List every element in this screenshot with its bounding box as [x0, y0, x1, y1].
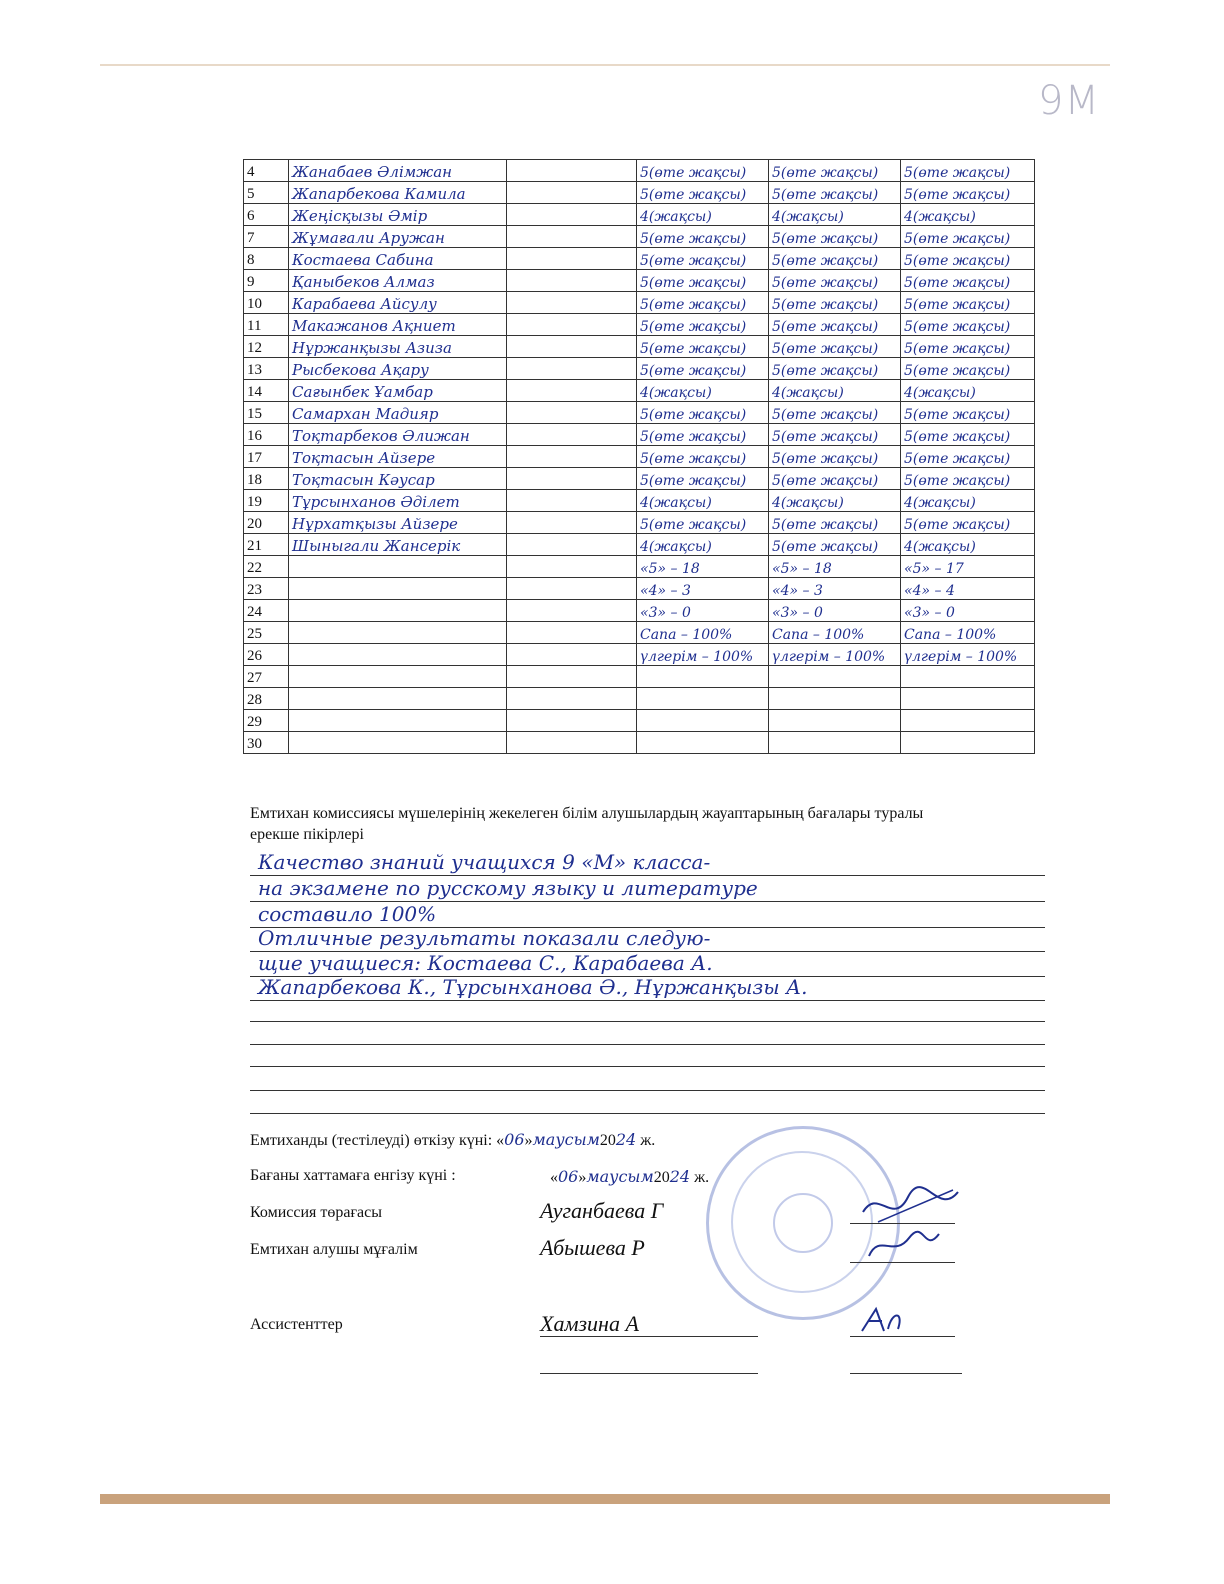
- grade-cell: 5(өте жақсы): [769, 446, 901, 468]
- grade-cell: 5(өте жақсы): [901, 512, 1035, 534]
- student-name: Рысбекова Ақару: [289, 358, 507, 380]
- grade-cell: 5(өте жақсы): [769, 512, 901, 534]
- grade-cell: [637, 688, 769, 710]
- grade-cell: «4» – 4: [901, 578, 1035, 600]
- blank-cell: [507, 424, 637, 446]
- row-number: 15: [244, 402, 289, 424]
- chair-label: Комиссия төрағасы: [250, 1204, 382, 1221]
- grade-cell: 5(өте жақсы): [901, 314, 1035, 336]
- grade-cell: 4(жақсы): [901, 534, 1035, 556]
- grade-cell: [637, 710, 769, 732]
- row-number: 26: [244, 644, 289, 666]
- grade-cell: 4(жақсы): [769, 204, 901, 226]
- row-number: 11: [244, 314, 289, 336]
- grade-cell: 4(жақсы): [637, 534, 769, 556]
- grade-cell: Сапа – 100%: [637, 622, 769, 644]
- assistant-signature-line: [850, 1373, 962, 1374]
- grade-cell: 5(өте жақсы): [769, 336, 901, 358]
- student-name: Сағынбек Ұамбар: [289, 380, 507, 402]
- row-number: 23: [244, 578, 289, 600]
- blank-cell: [507, 402, 637, 424]
- blank-cell: [507, 666, 637, 688]
- blank-cell: [507, 490, 637, 512]
- row-number: 16: [244, 424, 289, 446]
- grade-cell: 5(өте жақсы): [637, 446, 769, 468]
- table-row: [244, 490, 1035, 512]
- opinion-note-line: щие учащиеся: Костаева С., Карабаева А.: [258, 951, 713, 975]
- student-name: Тұрсынханов Әділет: [289, 490, 507, 512]
- teacher-label: Емтихан алушы мұғалім: [250, 1241, 418, 1258]
- student-name: [289, 732, 507, 754]
- grade-cell: Сапа – 100%: [901, 622, 1035, 644]
- student-name: [289, 688, 507, 710]
- grade-cell: 5(өте жақсы): [769, 468, 901, 490]
- row-number: 13: [244, 358, 289, 380]
- student-name: Тоқтасын Айзере: [289, 446, 507, 468]
- grade-cell: 5(өте жақсы): [769, 248, 901, 270]
- grade-cell: [769, 710, 901, 732]
- grade-cell: 5(өте жақсы): [769, 358, 901, 380]
- page-bottom-edge: [100, 1494, 1110, 1504]
- table-row: [244, 182, 1035, 204]
- grade-cell: 5(өте жақсы): [637, 336, 769, 358]
- student-name: [289, 556, 507, 578]
- table-row: [244, 512, 1035, 534]
- grade-cell: «4» – 3: [637, 578, 769, 600]
- row-number: 19: [244, 490, 289, 512]
- grade-cell: [769, 666, 901, 688]
- grade-cell: 5(өте жақсы): [901, 292, 1035, 314]
- blank-cell: [507, 622, 637, 644]
- entry-date-day: 06: [558, 1167, 579, 1186]
- grade-cell: 5(өте жақсы): [901, 226, 1035, 248]
- table-row: [244, 226, 1035, 248]
- grade-cell: 5(өте жақсы): [637, 424, 769, 446]
- table-row: [244, 270, 1035, 292]
- grade-cell: 5(өте жақсы): [769, 226, 901, 248]
- grades-table: [243, 159, 1035, 754]
- student-name: Нұрхатқызы Айзере: [289, 512, 507, 534]
- opinions-heading-line1: Емтихан комиссиясы мүшелерінің жекелеген білім алушылардың жауаптарының бағалары туралы: [250, 805, 924, 822]
- grade-cell: «5» – 18: [769, 556, 901, 578]
- grade-cell: [637, 732, 769, 754]
- teacher-name: Абышева Р: [540, 1235, 645, 1260]
- class-page-mark: 9М: [1038, 78, 1100, 124]
- grade-cell: 5(өте жақсы): [769, 424, 901, 446]
- blank-cell: [507, 226, 637, 248]
- grade-cell: 5(өте жақсы): [769, 534, 901, 556]
- grade-cell: 5(өте жақсы): [637, 402, 769, 424]
- blank-cell: [507, 688, 637, 710]
- row-number: 12: [244, 336, 289, 358]
- grade-cell: «3» – 0: [901, 600, 1035, 622]
- student-name: [289, 644, 507, 666]
- student-name: Карабаева Айсулу: [289, 292, 507, 314]
- table-row: [244, 688, 1035, 710]
- table-row: [244, 292, 1035, 314]
- opinion-note-line: Качество знаний учащихся 9 «М» класса-: [258, 850, 711, 874]
- blank-cell: [507, 578, 637, 600]
- row-number: 6: [244, 204, 289, 226]
- blank-cell: [507, 556, 637, 578]
- blank-cell: [507, 358, 637, 380]
- entry-date-value: «06»маусым2024 ж.: [550, 1167, 710, 1186]
- grade-cell: «5» – 18: [637, 556, 769, 578]
- grade-cell: 5(өте жақсы): [901, 468, 1035, 490]
- table-row: [244, 468, 1035, 490]
- student-name: [289, 710, 507, 732]
- blank-cell: [507, 468, 637, 490]
- student-name: Нұржанқызы Азиза: [289, 336, 507, 358]
- blank-cell: [507, 314, 637, 336]
- entry-date-month: маусым: [586, 1167, 654, 1186]
- blank-cell: [507, 292, 637, 314]
- chair-name: Ауганбаева Г: [540, 1198, 664, 1223]
- grade-cell: [769, 732, 901, 754]
- note-rule: [250, 1066, 1045, 1067]
- row-number: 29: [244, 710, 289, 732]
- student-name: Самархан Мадияр: [289, 402, 507, 424]
- assistant-name-line: [540, 1336, 758, 1337]
- table-row: [244, 622, 1035, 644]
- grade-cell: [901, 688, 1035, 710]
- exam-date-month: маусым: [532, 1130, 600, 1149]
- grade-cell: 5(өте жақсы): [637, 512, 769, 534]
- row-number: 4: [244, 160, 289, 182]
- table-row: [244, 446, 1035, 468]
- blank-cell: [507, 336, 637, 358]
- student-name: Жанабаев Әлімжан: [289, 160, 507, 182]
- row-number: 17: [244, 446, 289, 468]
- grade-cell: 5(өте жақсы): [901, 182, 1035, 204]
- grade-cell: 4(жақсы): [769, 380, 901, 402]
- grade-cell: 4(жақсы): [901, 204, 1035, 226]
- blank-cell: [507, 600, 637, 622]
- grade-cell: «3» – 0: [769, 600, 901, 622]
- table-row: [244, 160, 1035, 182]
- grade-cell: 5(өте жақсы): [901, 270, 1035, 292]
- assistant-signature: [858, 1305, 908, 1337]
- student-name: Жапарбекова Камила: [289, 182, 507, 204]
- grade-cell: «3» – 0: [637, 600, 769, 622]
- row-number: 9: [244, 270, 289, 292]
- row-number: 7: [244, 226, 289, 248]
- table-row: [244, 534, 1035, 556]
- table-row: [244, 314, 1035, 336]
- grade-cell: 4(жақсы): [637, 204, 769, 226]
- blank-cell: [507, 512, 637, 534]
- chair-signature: [858, 1182, 968, 1232]
- table-row: [244, 248, 1035, 270]
- table-row: [244, 710, 1035, 732]
- row-number: 28: [244, 688, 289, 710]
- grade-cell: 4(жақсы): [637, 490, 769, 512]
- table-row: [244, 600, 1035, 622]
- grade-cell: [769, 688, 901, 710]
- blank-cell: [507, 732, 637, 754]
- table-row: [244, 336, 1035, 358]
- grade-cell: 4(жақсы): [769, 490, 901, 512]
- opinion-note-line: на экзамене по русскому языку и литературе: [258, 876, 758, 900]
- entry-date-label: Бағаны хаттамаға енгізу күні :: [250, 1167, 456, 1184]
- table-row: [244, 732, 1035, 754]
- student-name: [289, 578, 507, 600]
- row-number: 21: [244, 534, 289, 556]
- grade-cell: үлгерім – 100%: [637, 644, 769, 666]
- grade-cell: 5(өте жақсы): [901, 402, 1035, 424]
- blank-cell: [507, 710, 637, 732]
- table-row: [244, 556, 1035, 578]
- exam-date-day: 06: [504, 1130, 525, 1149]
- grade-cell: [901, 732, 1035, 754]
- grade-cell: 5(өте жақсы): [901, 446, 1035, 468]
- grade-cell: 5(өте жақсы): [901, 358, 1035, 380]
- grade-cell: үлгерім – 100%: [901, 644, 1035, 666]
- grade-cell: 5(өте жақсы): [769, 270, 901, 292]
- student-name: Жеңісқызы Әмір: [289, 204, 507, 226]
- grade-cell: 5(өте жақсы): [637, 226, 769, 248]
- row-number: 22: [244, 556, 289, 578]
- grade-cell: 5(өте жақсы): [901, 160, 1035, 182]
- row-number: 5: [244, 182, 289, 204]
- assistant-name-line: [540, 1373, 758, 1374]
- table-row: [244, 578, 1035, 600]
- grade-cell: 5(өте жақсы): [769, 182, 901, 204]
- row-number: 10: [244, 292, 289, 314]
- page-top-edge: [100, 64, 1110, 66]
- note-rule: [250, 1021, 1045, 1022]
- blank-cell: [507, 270, 637, 292]
- assistants-label: Ассистенттер: [250, 1316, 343, 1333]
- row-number: 14: [244, 380, 289, 402]
- student-name: Макажанов Ақниет: [289, 314, 507, 336]
- teacher-signature: [864, 1228, 944, 1264]
- grade-cell: 5(өте жақсы): [901, 248, 1035, 270]
- grade-cell: 5(өте жақсы): [637, 160, 769, 182]
- row-number: 27: [244, 666, 289, 688]
- opinions-heading-line2: ерекше пікірлері: [250, 826, 364, 843]
- table-row: [244, 644, 1035, 666]
- opinion-note-line: Жапарбекова К., Тұрсынханова Ә., Нұржанқызы А.: [258, 975, 808, 999]
- table-row: [244, 666, 1035, 688]
- exam-date-line: Емтиханды (тестілеуді) өткізу күні: «06»маусым2024 ж.: [250, 1130, 656, 1149]
- student-name: Шыныгали Жансерік: [289, 534, 507, 556]
- blank-cell: [507, 446, 637, 468]
- grade-cell: [901, 710, 1035, 732]
- student-name: [289, 600, 507, 622]
- blank-cell: [507, 160, 637, 182]
- student-name: Костаева Сабина: [289, 248, 507, 270]
- note-rule: [250, 1000, 1045, 1001]
- student-name: [289, 666, 507, 688]
- note-rule: [250, 1044, 1045, 1045]
- grade-cell: 4(жақсы): [901, 380, 1035, 402]
- grade-cell: 4(жақсы): [637, 380, 769, 402]
- grade-cell: 5(өте жақсы): [901, 424, 1035, 446]
- grade-cell: 5(өте жақсы): [769, 314, 901, 336]
- blank-cell: [507, 182, 637, 204]
- table-row: [244, 402, 1035, 424]
- grade-cell: [901, 666, 1035, 688]
- grade-cell: 5(өте жақсы): [637, 248, 769, 270]
- student-name: Тоқтарбеков Әлижан: [289, 424, 507, 446]
- blank-cell: [507, 204, 637, 226]
- grade-cell: 5(өте жақсы): [769, 402, 901, 424]
- blank-cell: [507, 248, 637, 270]
- note-rule: [250, 1090, 1045, 1091]
- student-name: Тоқтасын Кәусар: [289, 468, 507, 490]
- grade-cell: Сапа – 100%: [769, 622, 901, 644]
- assistant-name: Хамзина А: [540, 1311, 639, 1336]
- grade-cell: 5(өте жақсы): [637, 292, 769, 314]
- opinion-note-line: составило 100%: [258, 902, 437, 926]
- grade-cell: 5(өте жақсы): [769, 160, 901, 182]
- row-number: 18: [244, 468, 289, 490]
- student-name: Жұмағали Аружан: [289, 226, 507, 248]
- grade-cell: 5(өте жақсы): [637, 314, 769, 336]
- row-number: 25: [244, 622, 289, 644]
- grade-cell: 5(өте жақсы): [901, 336, 1035, 358]
- grade-cell: үлгерім – 100%: [769, 644, 901, 666]
- grade-cell: 5(өте жақсы): [769, 292, 901, 314]
- grade-cell: 5(өте жақсы): [637, 358, 769, 380]
- grade-cell: «4» – 3: [769, 578, 901, 600]
- grade-cell: [637, 666, 769, 688]
- row-number: 20: [244, 512, 289, 534]
- grade-cell: 4(жақсы): [901, 490, 1035, 512]
- row-number: 8: [244, 248, 289, 270]
- blank-cell: [507, 380, 637, 402]
- blank-cell: [507, 534, 637, 556]
- grade-cell: 5(өте жақсы): [637, 182, 769, 204]
- grade-cell: 5(өте жақсы): [637, 468, 769, 490]
- grade-cell: «5» – 17: [901, 556, 1035, 578]
- table-row: [244, 424, 1035, 446]
- student-name: [289, 622, 507, 644]
- row-number: 24: [244, 600, 289, 622]
- opinion-note-line: Отличные результаты показали следую-: [258, 926, 711, 950]
- table-row: [244, 358, 1035, 380]
- table-row: [244, 204, 1035, 226]
- table-row: [244, 380, 1035, 402]
- row-number: 30: [244, 732, 289, 754]
- student-name: Қаныбеков Алмаз: [289, 270, 507, 292]
- blank-cell: [507, 644, 637, 666]
- grade-cell: 5(өте жақсы): [637, 270, 769, 292]
- note-rule: [250, 1113, 1045, 1114]
